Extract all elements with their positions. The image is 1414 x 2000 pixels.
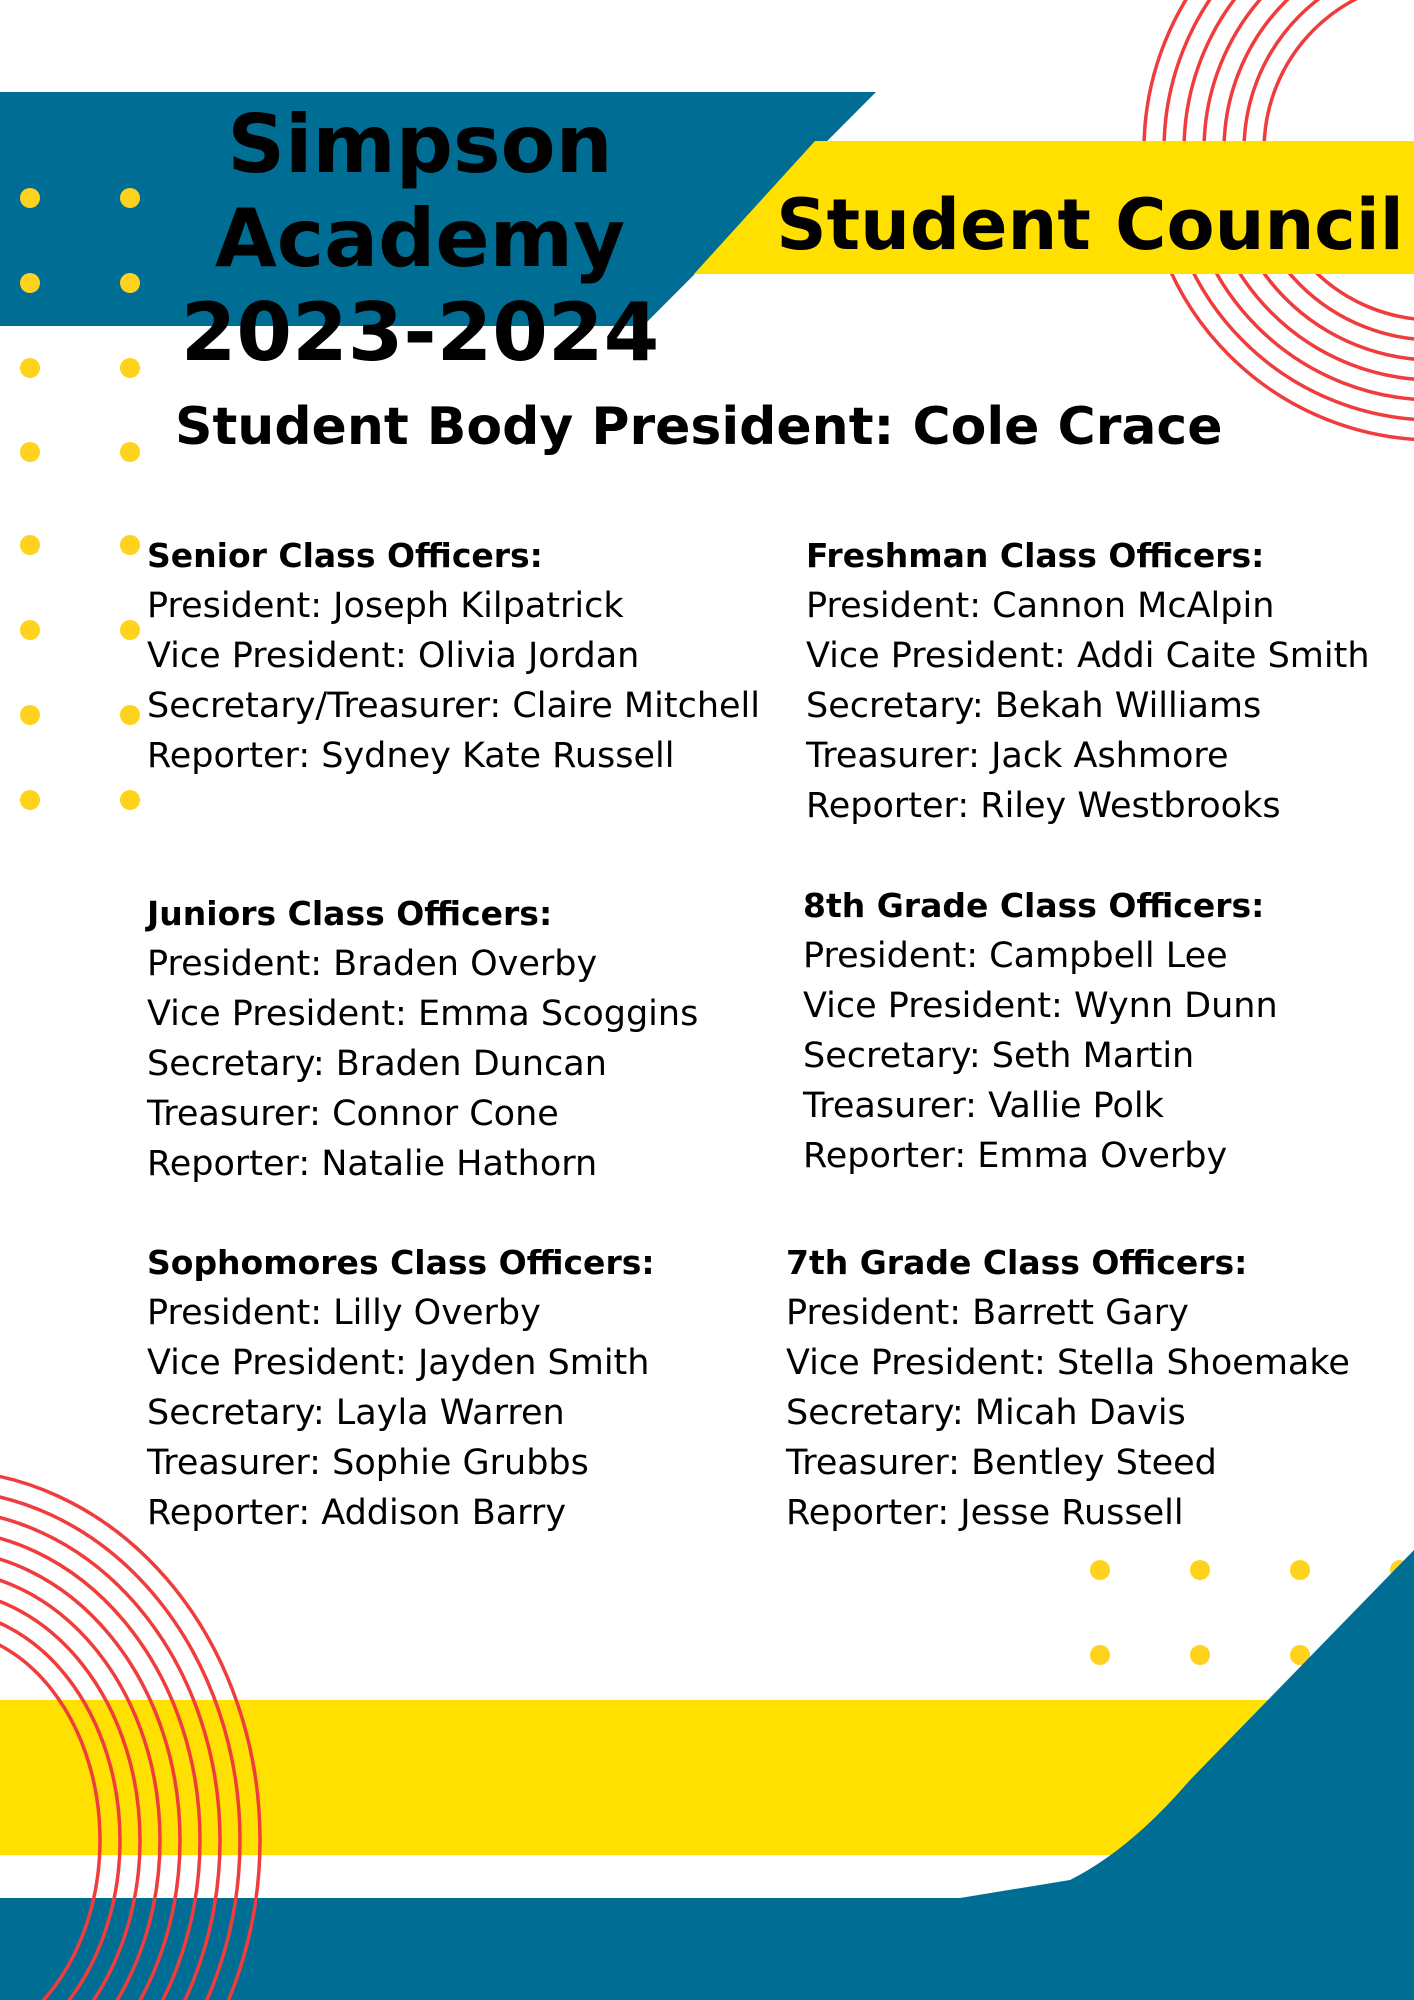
officer-line: Vice President: Emma Scoggins: [147, 994, 699, 1034]
officer-line: President: Braden Overby: [147, 944, 598, 984]
officer-line: Reporter: Sydney Kate Russell: [147, 736, 675, 776]
eighth-grade-class-officers: [803, 881, 1278, 1181]
officer-line: Vice President: Olivia Jordan: [147, 636, 640, 676]
officer-line: Secretary: Bekah Williams: [806, 686, 1262, 726]
group-heading: 7th Grade Class Officers:: [786, 1243, 1248, 1282]
officer-line: Vice President: Addi Caite Smith: [806, 636, 1370, 676]
officer-line: Reporter: Jesse Russell: [786, 1493, 1184, 1533]
title-line-1: Simpson Academy: [214, 98, 626, 285]
officer-line: Reporter: Natalie Hathorn: [147, 1144, 598, 1184]
group-heading: Freshman Class Officers:: [806, 536, 1265, 575]
group-heading: 8th Grade Class Officers:: [803, 886, 1265, 925]
officer-line: Secretary: Braden Duncan: [147, 1044, 607, 1084]
sophomores-class-officers: [147, 1238, 655, 1538]
officer-line: President: Joseph Kilpatrick: [147, 586, 624, 626]
council-heading: Student Council: [776, 184, 1404, 266]
officer-line: President: Barrett Gary: [786, 1293, 1189, 1333]
officer-line: Secretary: Micah Davis: [786, 1393, 1186, 1433]
officer-line: Treasurer: Bentley Steed: [786, 1443, 1217, 1483]
officer-line: Secretary: Layla Warren: [147, 1393, 565, 1433]
officer-line: President: Lilly Overby: [147, 1293, 541, 1333]
officer-line: President: Campbell Lee: [803, 936, 1228, 976]
officer-line: Secretary: Seth Martin: [803, 1036, 1195, 1076]
officer-line: Vice President: Jayden Smith: [147, 1343, 650, 1383]
officer-line: Reporter: Emma Overby: [803, 1136, 1228, 1176]
officer-line: Secretary/Treasurer: Claire Mitchell: [147, 686, 760, 726]
page-title: [40, 98, 800, 380]
group-heading: Juniors Class Officers:: [147, 894, 553, 933]
student-body-president: Student Body President: Cole Crace: [175, 397, 1223, 457]
officer-line: Reporter: Addison Barry: [147, 1493, 567, 1533]
officer-line: Treasurer: Vallie Polk: [803, 1086, 1164, 1126]
officer-line: Vice President: Wynn Dunn: [803, 986, 1278, 1026]
senior-class-officers: [147, 531, 760, 781]
group-heading: Senior Class Officers:: [147, 536, 543, 575]
seventh-grade-class-officers: [786, 1238, 1350, 1538]
officer-line: Treasurer: Jack Ashmore: [806, 736, 1229, 776]
officer-line: Treasurer: Connor Cone: [147, 1094, 559, 1134]
officer-line: Reporter: Riley Westbrooks: [806, 786, 1281, 826]
freshman-class-officers: [806, 531, 1370, 831]
officer-line: Treasurer: Sophie Grubbs: [147, 1443, 589, 1483]
officer-line: Vice President: Stella Shoemake: [786, 1343, 1350, 1383]
officer-line: President: Cannon McAlpin: [806, 586, 1275, 626]
group-heading: Sophomores Class Officers:: [147, 1243, 655, 1282]
title-line-2: 2023-2024: [180, 286, 660, 379]
juniors-class-officers: [147, 889, 698, 1189]
